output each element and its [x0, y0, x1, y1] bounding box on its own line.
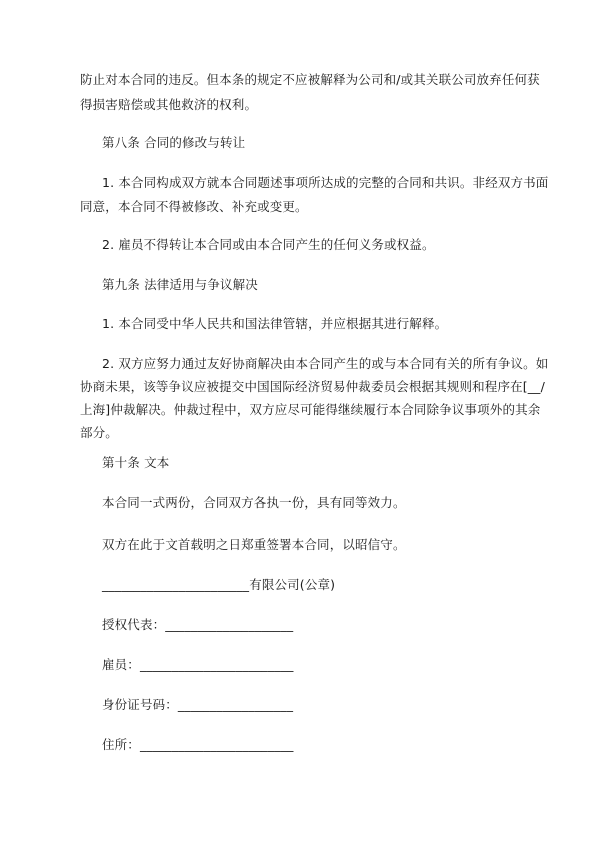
- article-9-clause-1: 1. 本合同受中华人民共和国法律管辖，并应根据其进行解释。: [102, 316, 448, 331]
- signature-id-number: 身份证号码：__________________: [102, 697, 294, 712]
- signature-employee: 雇员：________________________: [102, 657, 294, 672]
- article-8-clause-2: 2. 雇员不得转让本合同或由本合同产生的任何义务或权益。: [102, 237, 435, 252]
- article-10-para-2: 双方在此于文首载明之日郑重签署本合同，以昭信守。: [102, 537, 406, 552]
- article-9-clause-2-line-3: 上海]仲裁解决。仲裁过程中，双方应尽可能得继续履行本合同除争议事项外的其余: [80, 402, 541, 417]
- article-8-heading: 第八条 合同的修改与转让: [102, 135, 246, 150]
- intro-line-2: 得损害赔偿或其他救济的权利。: [80, 97, 258, 112]
- article-9-heading: 第九条 法律适用与争议解决: [102, 277, 258, 292]
- article-8-clause-1-line-1: 1. 本合同构成双方就本合同题述事项所达成的完整的合同和共识。非经双方书面: [102, 175, 549, 190]
- article-8-clause-1-line-2: 同意，本合同不得被修改、补充或变更。: [80, 199, 308, 214]
- intro-line-1: 防止对本合同的违反。但本条的规定不应被解释为公司和/或其关联公司放弃任何获: [80, 72, 540, 87]
- signature-address: 住所：________________________: [102, 737, 294, 752]
- article-10-heading: 第十条 文本: [102, 455, 170, 470]
- signature-company: _______________________有限公司(公章): [102, 577, 336, 592]
- signature-representative: 授权代表：____________________: [102, 617, 294, 632]
- article-9-clause-2-line-2: 协商未果，该等争议应被提交中国国际经济贸易仲裁委员会根据其规则和程序在[__/: [80, 379, 545, 394]
- article-9-clause-2-line-4: 部分。: [80, 425, 118, 440]
- article-9-clause-2-line-1: 2. 双方应努力通过友好协商解决由本合同产生的或与本合同有关的所有争议。如: [102, 356, 549, 371]
- article-10-para-1: 本合同一式两份，合同双方各执一份，具有同等效力。: [102, 495, 406, 510]
